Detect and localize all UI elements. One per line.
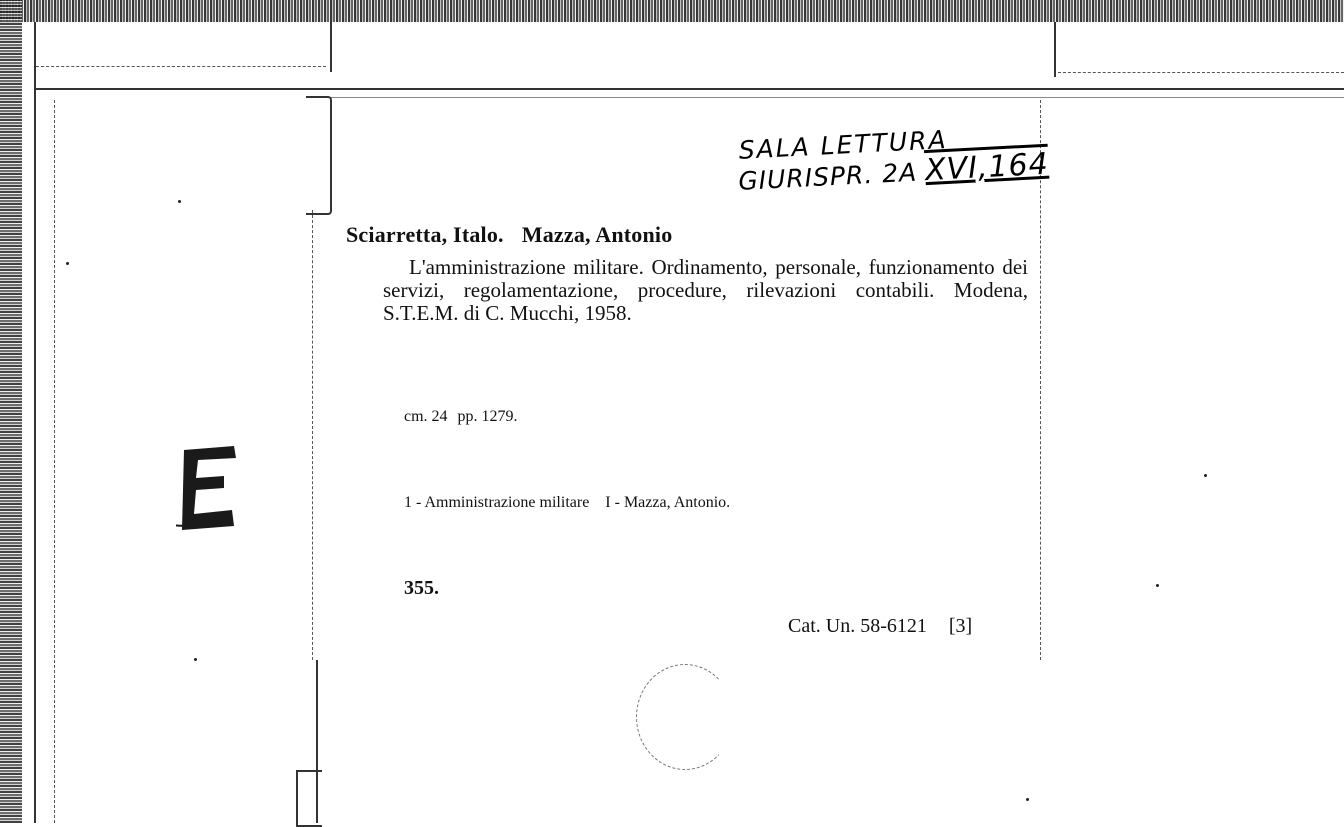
scan-noise-top <box>0 0 1344 22</box>
punch-hole-mark <box>636 664 734 770</box>
tab-row-rule <box>36 66 326 67</box>
tab-divider-2 <box>1054 22 1056 77</box>
coauthor-name: Mazza, Antonio <box>521 222 673 247</box>
catalog-number-line <box>788 615 972 638</box>
copy-count: [3] <box>948 615 973 637</box>
tab-divider-1 <box>330 22 332 72</box>
left-margin-rule <box>54 100 55 823</box>
speck <box>194 658 197 661</box>
handwritten-shelf-number: XVI,164 <box>924 146 1050 189</box>
card-heading <box>346 222 672 248</box>
handwritten-shelfmark <box>736 120 1050 198</box>
card-edge-right-dashed <box>1040 100 1041 660</box>
tracings <box>404 494 730 512</box>
added-entry-tracing: I - Mazza, Antonio. <box>605 494 731 511</box>
physical-description <box>404 408 518 426</box>
card-tab <box>306 96 332 215</box>
tab-row-rule-2 <box>1058 72 1344 73</box>
frame-line-left <box>34 22 36 823</box>
handwritten-section: GIURISPR. 2A <box>737 157 918 196</box>
speck <box>178 200 181 203</box>
catalog-number: Cat. Un. 58-6121 <box>788 615 927 637</box>
subject-tracing: 1 - Amministrazione militare <box>404 494 590 511</box>
handwritten-reading-room: SALA LETTURA <box>737 124 949 165</box>
frame-line-top2 <box>330 97 1344 98</box>
speck <box>1026 798 1029 801</box>
speck <box>66 262 69 265</box>
author-name: Sciarretta, Italo. <box>346 222 504 247</box>
title-description: L'amministrazione militare. Ordinamento, personale, funzionamento dei servizi, regolamentazione, procedure, rilevazioni contabili. Modena, S.T.E.M. di C. Mucchi, 1958. <box>383 255 1028 325</box>
class-number: 355. <box>404 577 439 599</box>
page-count: pp. 1279. <box>457 408 518 425</box>
frame-line-top <box>34 88 1344 90</box>
scan-noise-left <box>0 0 22 823</box>
dimensions: cm. 24 <box>404 408 448 425</box>
speck <box>1156 584 1159 587</box>
card-bottom-tab <box>296 770 322 827</box>
speck <box>1204 474 1207 477</box>
stamp-letter-e <box>176 444 238 534</box>
card-edge-left-dashed <box>312 210 313 660</box>
